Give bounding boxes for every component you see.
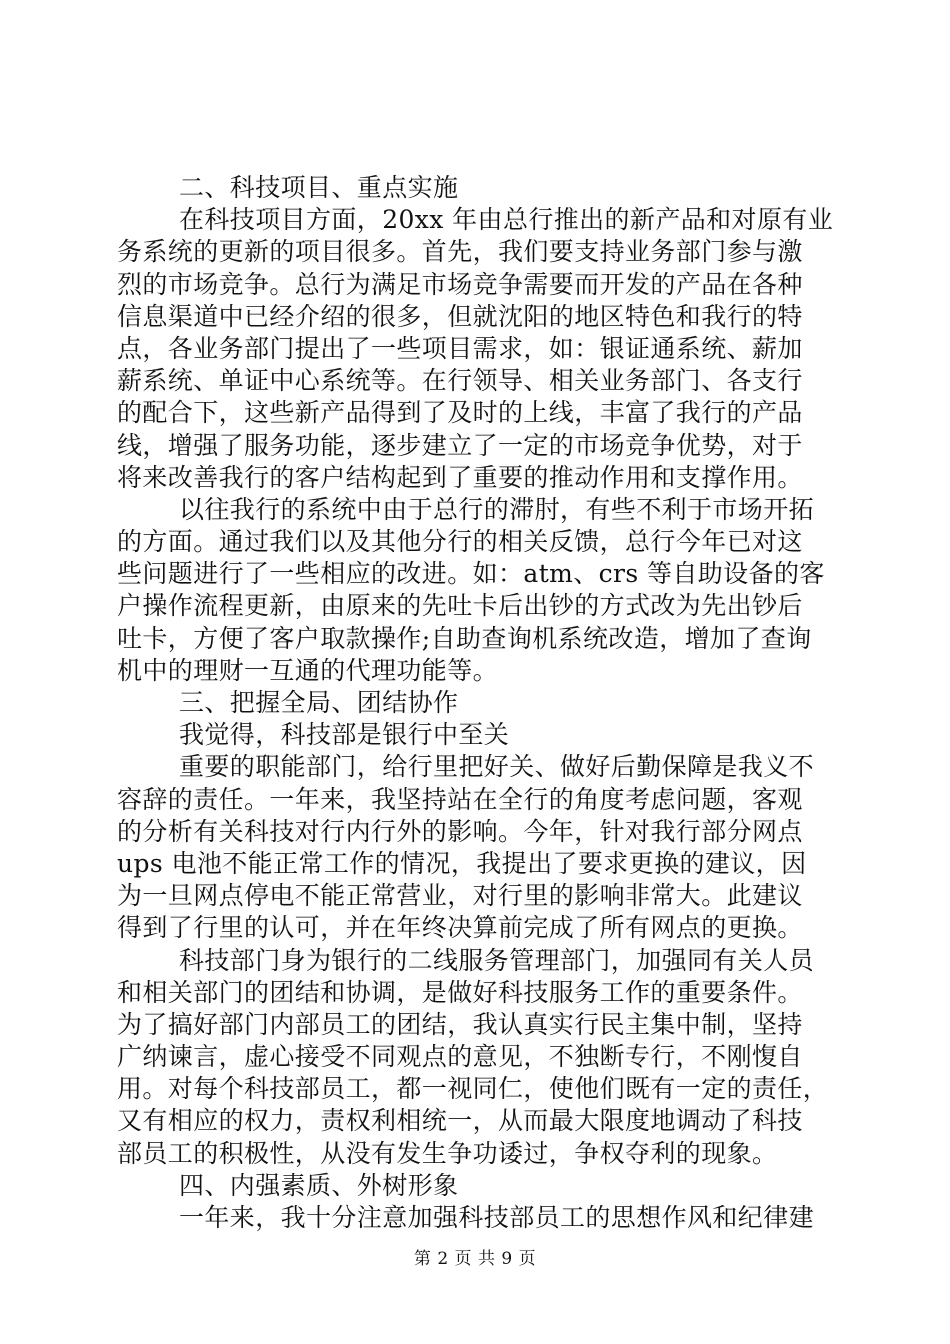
text-line: 的配合下，这些新产品得到了及时的上线，丰富了我行的产品 <box>117 398 803 428</box>
text-line: 部员工的积极性，从没有发生争功诿过，争权夺利的现象。 <box>117 1138 778 1168</box>
text-line: 机中的理财一互通的代理功能等。 <box>117 655 499 685</box>
text-line: 四、内强素质、外树形象 <box>179 1170 459 1200</box>
text-line: 三、把握全局、团结协作 <box>179 688 459 717</box>
text-line: 户操作流程更新，由原来的先吐卡后出钞的方式改为先出钞后 <box>117 591 803 621</box>
text-line: 用。对每个科技部员工，都一视同仁，使他们既有一定的责任， <box>117 1074 829 1104</box>
text-line: 科技部门身为银行的二线服务管理部门，加强同有关人员 <box>179 945 815 975</box>
text-line: 和相关部门的团结和协调，是做好科技服务工作的重要条件。 <box>117 977 803 1007</box>
text-line: 又有相应的权力，责权利相统一，从而最大限度地调动了科技 <box>117 1106 803 1136</box>
text-line: 为了搞好部门内部员工的团结，我认真实行民主集中制，坚持 <box>117 1009 803 1039</box>
text-line: 在科技项目方面，20xx 年由总行推出的新产品和对原有业 <box>179 205 834 235</box>
text-line: 务系统的更新的项目很多。首先，我们要支持业务部门参与激 <box>117 237 803 267</box>
text-line: 线，增强了服务功能，逐步建立了一定的市场竞争优势，对于 <box>117 430 803 460</box>
text-line: 点，各业务部门提出了一些项目需求，如：银证通系统、薪加 <box>117 333 803 363</box>
document-body <box>117 172 847 1234</box>
text-line: 将来改善我行的客户结构起到了重要的推动作用和支撑作用。 <box>117 462 803 492</box>
text-line: 的方面。通过我们以及其他分行的相关反馈，总行今年已对这 <box>117 527 803 557</box>
text-line: 吐卡，方便了客户取款操作;自助查询机系统改造，增加了查询 <box>117 623 812 653</box>
text-line: 容辞的责任。一年来，我坚持站在全行的角度考虑问题，客观 <box>117 784 803 814</box>
text-line: 信息渠道中已经介绍的很多，但就沈阳的地区特色和我行的特 <box>117 301 803 331</box>
text-line: ups 电池不能正常工作的情况，我提出了要求更换的建议，因 <box>117 848 807 878</box>
text-line: 我觉得，科技部是银行中至关 <box>179 720 510 750</box>
text-line: 以往我行的系统中由于总行的滞肘，有些不利于市场开拓 <box>179 494 815 524</box>
text-line: 薪系统、单证中心系统等。在行领导、相关业务部门、各支行 <box>117 366 803 396</box>
text-line: 为一旦网点停电不能正常营业，对行里的影响非常大。此建议 <box>117 881 803 911</box>
text-line: 烈的市场竞争。总行为满足市场竞争需要而开发的产品在各种 <box>117 269 803 299</box>
page-number-footer: 第 2 页 共 9 页 <box>413 1249 537 1269</box>
text-line: 二、科技项目、重点实施 <box>179 173 459 202</box>
text-line: 一年来，我十分注意加强科技部员工的思想作风和纪律建 <box>179 1203 815 1232</box>
text-line: 得到了行里的认可，并在年终决算前完成了所有网点的更换。 <box>117 913 803 943</box>
text-line: 重要的职能部门，给行里把好关、做好后勤保障是我义不 <box>179 752 815 782</box>
text-line: 的分析有关科技对行内行外的影响。今年，针对我行部分网点 <box>117 816 803 846</box>
text-line: 些问题进行了一些相应的改进。如：atm、crs 等自助设备的客 <box>117 559 825 589</box>
text-line: 广纳谏言，虚心接受不同观点的意见，不独断专行，不刚愎自 <box>117 1042 803 1072</box>
